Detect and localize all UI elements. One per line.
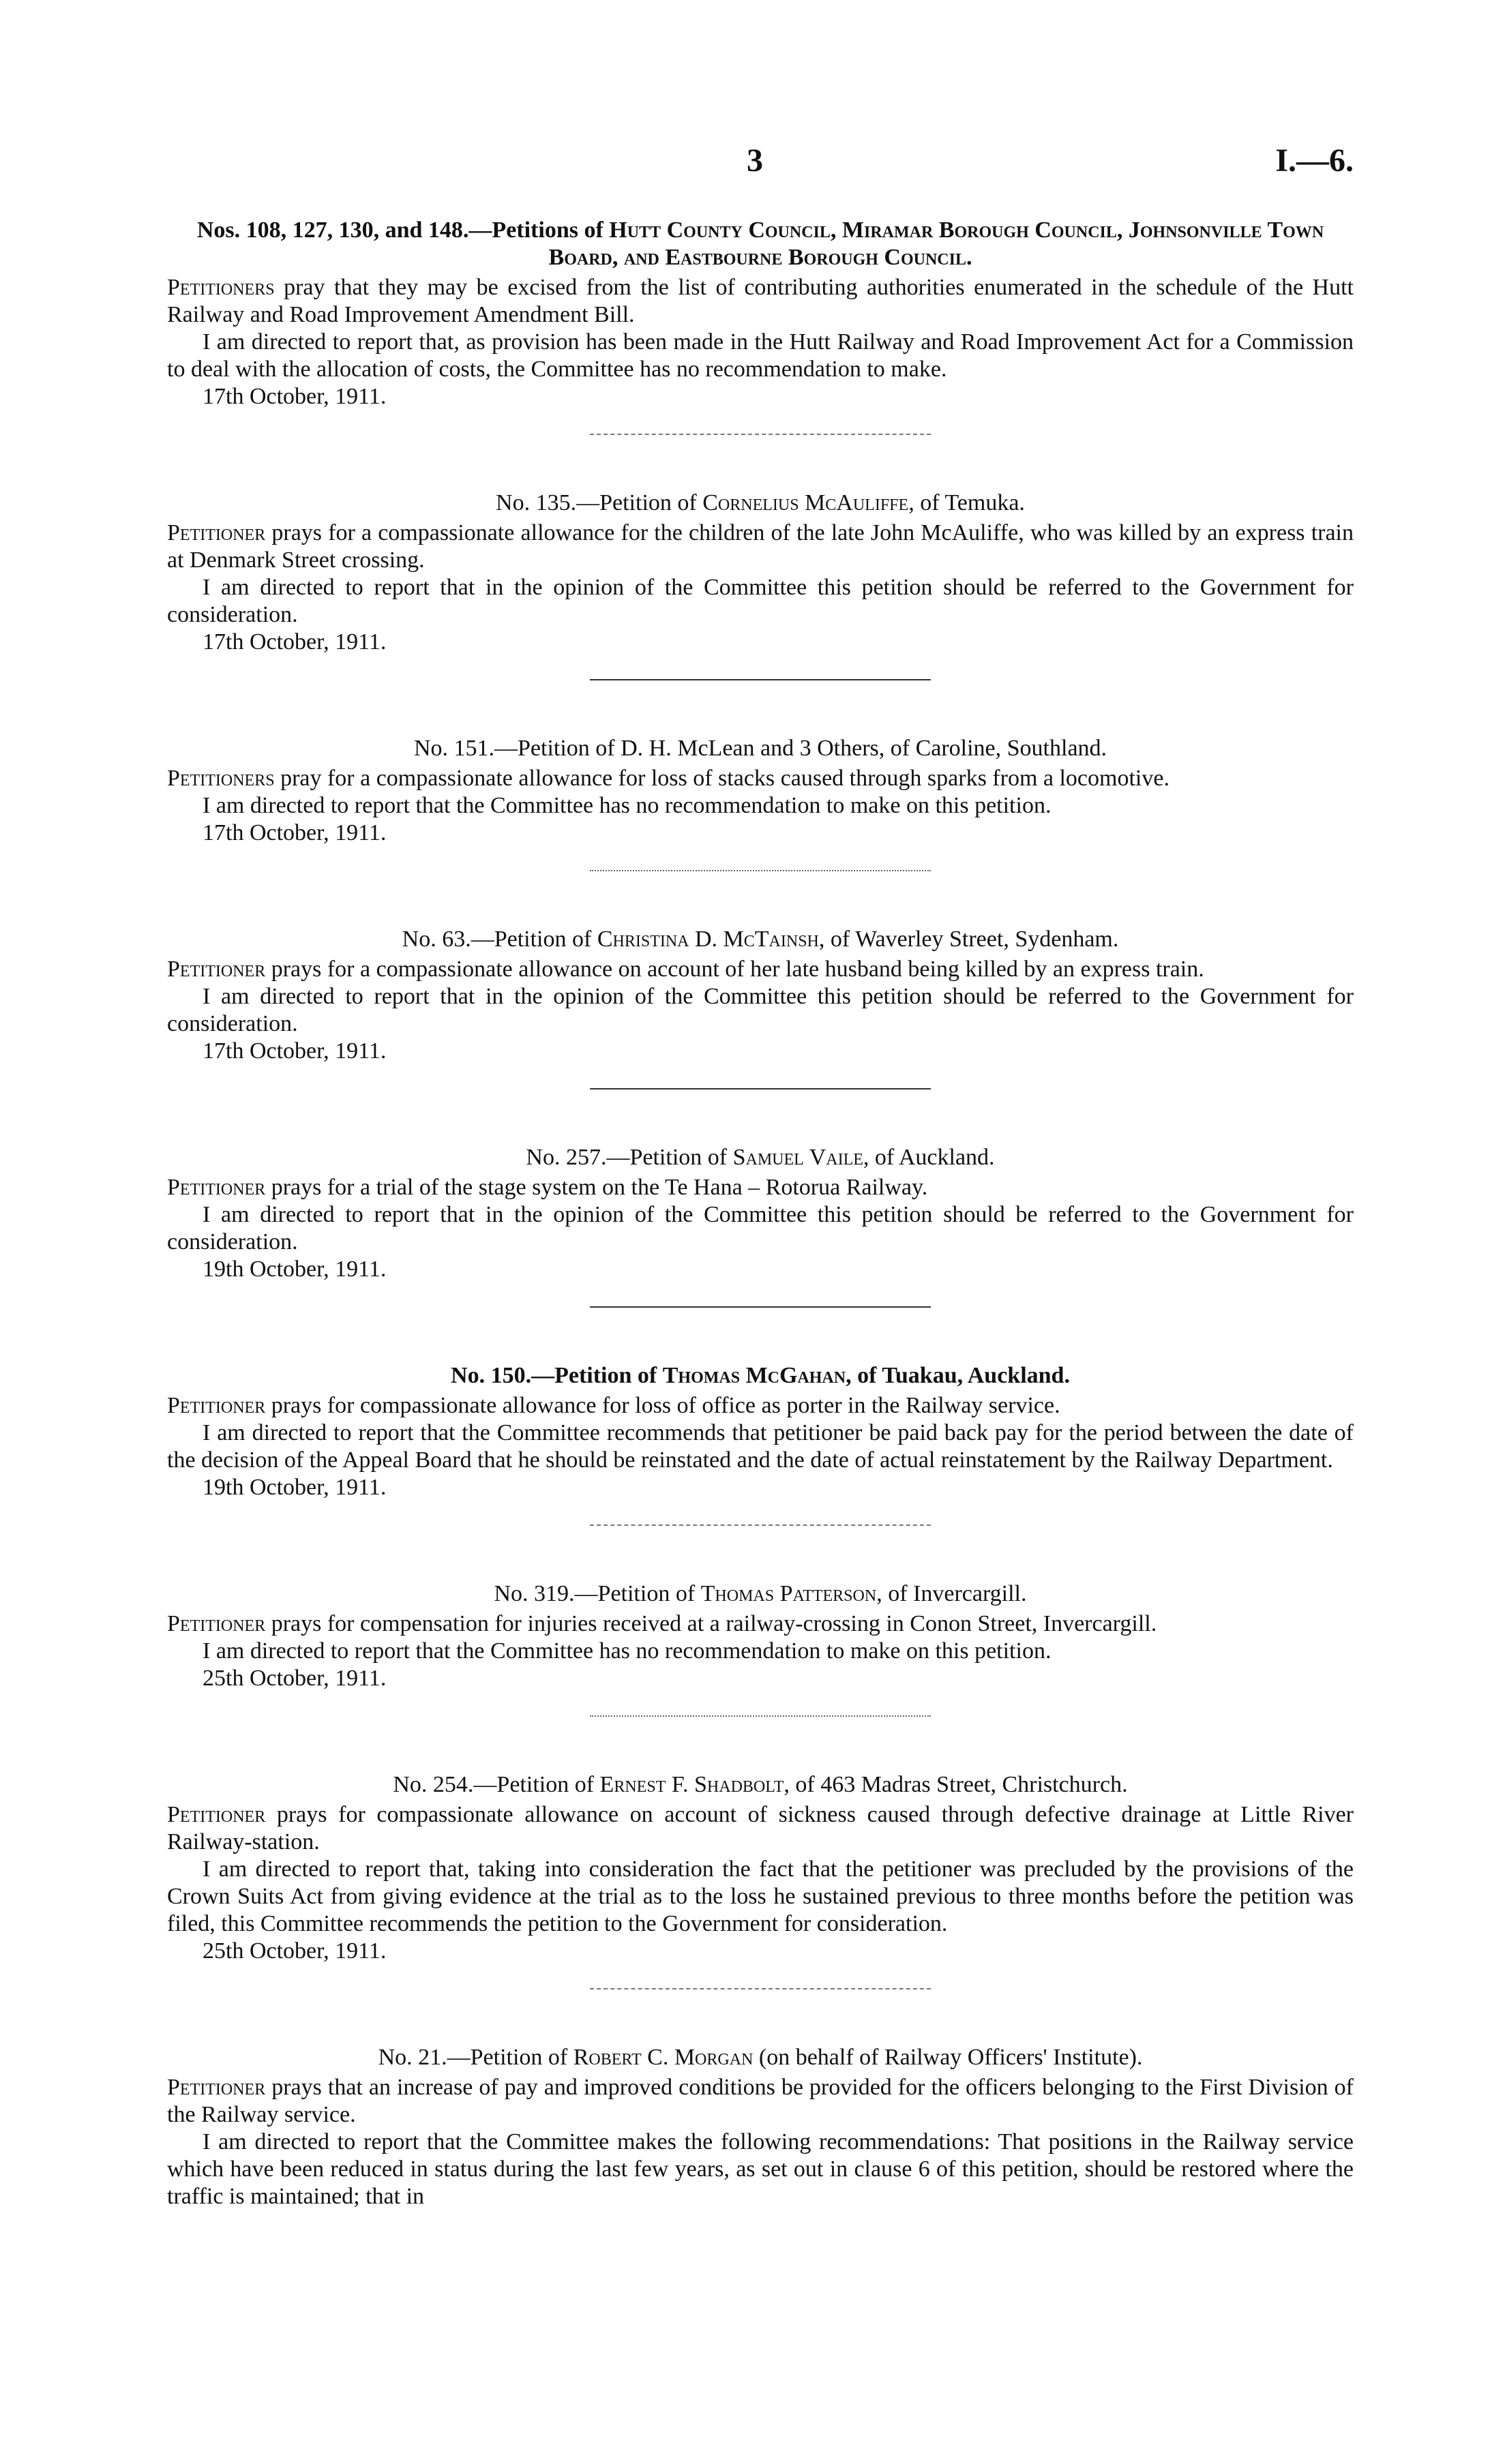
section-divider	[590, 1524, 931, 1526]
report-date: 19th October, 1911.	[203, 1475, 387, 1500]
committee-report: I am directed to report that, taking into consideration the fact that the petitioner was precluded by the provisions of the Crown Suits Act from giving evidence at the trial as to the loss he sustained previous to three months before the petition was filed, this Committee recommends the petition to the Government for consideration.	[167, 1857, 1354, 1936]
section-divider	[590, 434, 931, 435]
section-divider	[590, 870, 931, 871]
committee-report: I am directed to report that the Committee recommends that petitioner be paid back pay for the period between the date of the decision of the Appeal Board that he should be reinstated and the date of actual reinstatement by the Railway Department.	[167, 1420, 1354, 1473]
report-date: 17th October, 1911.	[203, 820, 387, 845]
section-divider	[590, 1306, 931, 1308]
report-date: 17th October, 1911.	[203, 1038, 387, 1064]
petition-prayer: Petitioner prays for compensation for injuries received at a railway-crossing in Conon Street, Invercargill.	[167, 1611, 1157, 1636]
committee-report: I am directed to report that in the opinion of the Committee this petition should be referred to the Government for consideration.	[167, 1202, 1354, 1254]
report-date: 25th October, 1911.	[203, 1938, 387, 1964]
petition-title: Nos. 108, 127, 130, and 148.—Petitions of Hutt County Council, Miramar Borough Council, Johnsonville Town Board, and Eastbourne Borough Council.	[196, 217, 1324, 270]
committee-report: I am directed to report that, as provision has been made in the Hutt Railway and Road Improvement Act for a Commission to deal with the allocation of costs, the Committee has no recommendation to make.	[167, 329, 1354, 382]
petition-title: No. 150.—Petition of Thomas McGahan, of Tuakau, Auckland.	[451, 1363, 1070, 1388]
report-date: 25th October, 1911.	[203, 1666, 387, 1691]
report-date: 19th October, 1911.	[203, 1257, 387, 1282]
committee-report: I am directed to report that in the opinion of the Committee this petition should be referred to the Government for consideration.	[167, 575, 1354, 627]
section-divider	[590, 679, 931, 680]
petitioner-name: Christina D. McTainsh,	[597, 927, 825, 952]
petitioner-name: D. H. McLean	[621, 736, 755, 761]
petition-prayer: Petitioner prays that an increase of pay and improved conditions be provided for the officers belonging to the First Division of the Railway service.	[167, 2075, 1354, 2127]
petition-entry	[167, 2044, 1354, 2210]
report-date: 17th October, 1911.	[203, 384, 387, 409]
petition-title: No. 135.—Petition of Cornelius McAuliffe, of Temuka.	[496, 490, 1025, 515]
petitioner-name: Robert C. Morgan	[573, 2045, 754, 2070]
petition-entry	[167, 1144, 1354, 1308]
petitioner-name: Hutt County Council, Miramar Borough Council, Johnsonville Town Board, and Eastbourne Borough Council.	[548, 217, 1324, 270]
petition-prayer: Petitioner prays for a compassionate allowance on account of her late husband being killed by an express train.	[167, 957, 1204, 982]
document-reference: I.—6.	[1275, 142, 1354, 179]
petition-prayer: Petitioner prays for compassionate allowance on account of sickness caused through defective drainage at Little River Railway-station.	[167, 1802, 1354, 1854]
petition-prayer: Petitioners pray for a compassionate allowance for loss of stacks caused through sparks from a locomotive.	[167, 766, 1169, 791]
section-divider	[590, 1088, 931, 1090]
section-divider	[590, 1988, 931, 1989]
section-divider	[590, 1715, 931, 1717]
petitioner-name: Thomas McGahan,	[662, 1363, 852, 1388]
committee-report: I am directed to report that the Committee has no recommendation to make on this petition.	[203, 793, 1052, 818]
petition-entry	[167, 217, 1354, 435]
petition-prayer: Petitioner prays for a trial of the stage system on the Te Hana – Rotorua Railway.	[167, 1175, 928, 1200]
petitioner-name: Samuel Vaile,	[732, 1145, 869, 1170]
petition-entry	[167, 1580, 1354, 1717]
petition-title: No. 254.—Petition of Ernest F. Shadbolt, of 463 Madras Street, Christchurch.	[393, 1772, 1128, 1797]
petition-entry	[167, 490, 1354, 680]
committee-report: I am directed to report that the Committee has no recommendation to make on this petition.	[203, 1638, 1052, 1664]
petition-prayer: Petitioner prays for compassionate allowance for loss of office as porter in the Railway service.	[167, 1393, 1060, 1418]
committee-report: I am directed to report that in the opinion of the Committee this petition should be referred to the Government for consideration.	[167, 984, 1354, 1036]
petitioner-name: Ernest F. Shadbolt,	[599, 1772, 790, 1797]
committee-report: I am directed to report that the Committee makes the following recommendations: That positions in the Railway service which have been reduced in status during the last few years, as set out in clause 6 of this petition, should be restored where the traffic is maintained; that in	[167, 2129, 1354, 2209]
petition-entry	[167, 926, 1354, 1090]
petitions-list	[167, 217, 1354, 2210]
petition-title: No. 63.—Petition of Christina D. McTainsh, of Waverley Street, Sydenham.	[402, 927, 1119, 952]
petition-prayer: Petitioners pray that they may be excised from the list of contributing authorities enumerated in the schedule of the Hutt Railway and Road Improvement Amendment Bill.	[167, 275, 1354, 327]
petition-entry	[167, 735, 1354, 871]
petition-prayer: Petitioner prays for a compassionate allowance for the children of the late John McAuliffe, who was killed by an express train at Denmark Street crossing.	[167, 520, 1354, 573]
petition-title: No. 319.—Petition of Thomas Patterson, of Invercargill.	[494, 1581, 1027, 1606]
petition-title: No. 257.—Petition of Samuel Vaile, of Auckland.	[526, 1145, 995, 1170]
page-header	[167, 142, 1354, 190]
petition-entry	[167, 1771, 1354, 1989]
petitioner-name: Thomas Patterson,	[700, 1581, 882, 1606]
petition-title: No. 151.—Petition of D. H. McLean and 3 Others, of Caroline, Southland.	[413, 736, 1107, 761]
petition-entry	[167, 1362, 1354, 1526]
petition-title: No. 21.—Petition of Robert C. Morgan (on behalf of Railway Officers' Institute).	[378, 2045, 1143, 2070]
petitioner-name: Cornelius McAuliffe,	[702, 490, 914, 515]
report-date: 17th October, 1911.	[203, 629, 387, 655]
page-number: 3	[747, 142, 763, 179]
